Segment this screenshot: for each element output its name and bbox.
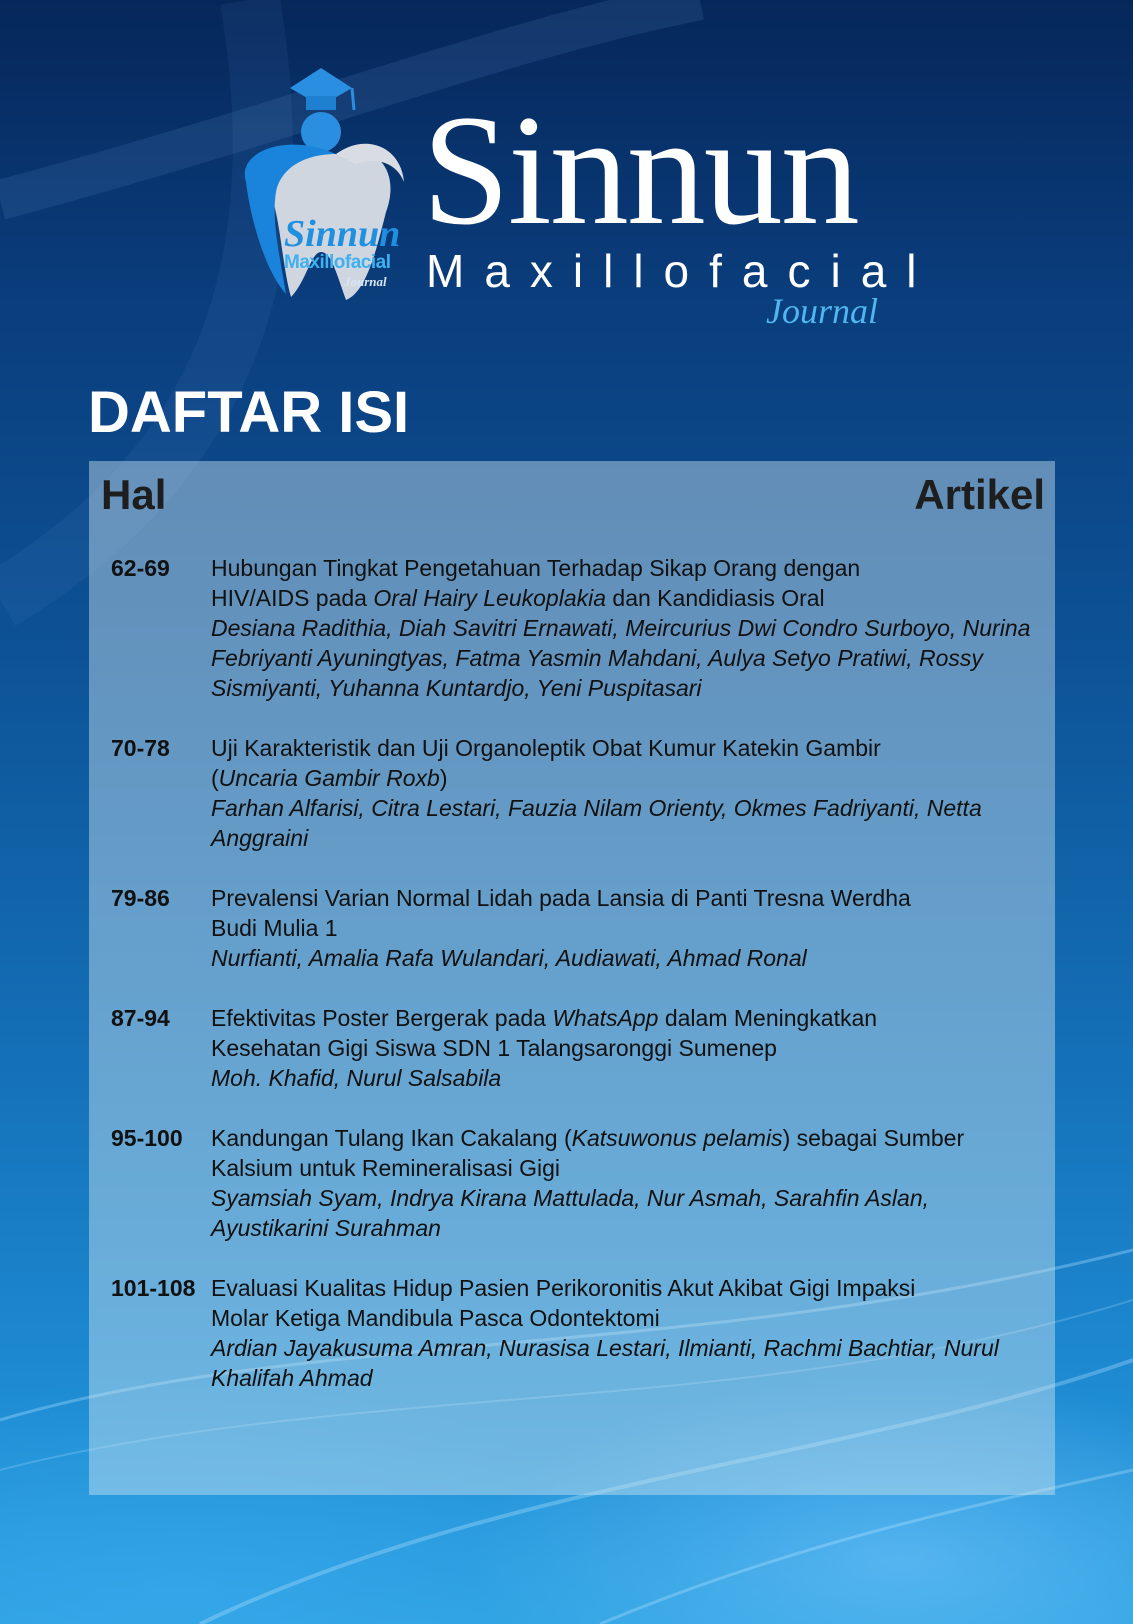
entry-title-segment: HIV/AIDS pada xyxy=(211,585,374,611)
entry-title-segment: WhatsApp xyxy=(552,1005,659,1031)
entry-authors: Syamsiah Syam, Indrya Kirana Mattulada, Nur Asmah, Sarahfin Aslan, Ayustikarini Surahman xyxy=(211,1185,930,1241)
entry-title xyxy=(211,1273,1031,1333)
entry-title xyxy=(211,883,1031,943)
entry-pages: 62-69 xyxy=(111,555,170,581)
column-header-pages: Hal xyxy=(101,471,167,518)
entry-authors: Ardian Jayakusuma Amran, Nurasisa Lestari, Ilmianti, Rachmi Bachtiar, Nurul Khalifah Ahmad xyxy=(211,1335,999,1391)
toc-entry xyxy=(89,553,1055,703)
entry-title-segment: Uji Karakteristik dan Uji Organoleptik Obat Kumur Katekin Gambir xyxy=(211,735,881,761)
contents-panel xyxy=(89,461,1055,1495)
entry-title-segment: Budi Mulia 1 xyxy=(211,915,338,941)
entry-authors: Desiana Radithia, Diah Savitri Ernawati, Meircurius Dwi Condro Surboyo, Nurina Febriyanti Ayuningtyas, Fatma Yasmin Mahdani, Aulya Setyo Pratiwi, Rossy Sismiyanti, Yuhanna Kuntardjo, Yeni Puspitasari xyxy=(211,615,1031,701)
entry-title-segment: dan Kandidiasis Oral xyxy=(606,585,825,611)
journal-logo xyxy=(226,62,937,332)
toc-entry xyxy=(89,733,1055,853)
entry-pages: 79-86 xyxy=(111,885,170,911)
entry-title-segment: Kalsium untuk Remineralisasi Gigi xyxy=(211,1155,560,1181)
entry-title-segment: Kesehatan Gigi Siswa SDN 1 Talangsaronggi Sumenep xyxy=(211,1035,777,1061)
entry-title-segment: ) xyxy=(439,765,448,791)
entry-title xyxy=(211,553,1031,613)
entry-text xyxy=(211,1003,1031,1093)
entry-title-segment: Molar Ketiga Mandibula Pasca Odontektomi xyxy=(211,1305,660,1331)
logo-title: Sinnun xyxy=(422,83,858,258)
toc-entry xyxy=(89,1123,1055,1243)
entry-title-segment: Katsuwonus pelamis xyxy=(571,1125,783,1151)
entry-title-segment: Efektivitas Poster Bergerak pada xyxy=(211,1005,553,1031)
entry-title-segment: ( xyxy=(211,765,219,791)
entry-pages: 95-100 xyxy=(111,1125,183,1151)
entry-title xyxy=(211,1003,1031,1063)
entry-title-segment: ) sebagai Sumber xyxy=(782,1125,965,1151)
entry-title-segment: Evaluasi Kualitas Hidup Pasien Perikoronitis Akut Akibat Gigi Impaksi xyxy=(211,1275,916,1301)
entry-title-segment: dalam Meningkatkan xyxy=(658,1005,878,1031)
entry-title-segment: Uncaria Gambir Roxb xyxy=(218,765,440,791)
logo-mark-word: Sinnun xyxy=(284,213,401,255)
entry-authors: Farhan Alfarisi, Citra Lestari, Fauzia Nilam Orienty, Okmes Fadriyanti, Netta Anggraini xyxy=(211,795,982,851)
entry-pages: 87-94 xyxy=(111,1005,170,1031)
toc-entry xyxy=(89,883,1055,973)
entry-title-segment: Oral Hairy Leukoplakia xyxy=(373,585,607,611)
entry-text xyxy=(211,883,1031,973)
tooth-graduate-logo-icon xyxy=(226,62,416,312)
entry-text xyxy=(211,1123,1031,1243)
contents-list xyxy=(89,553,1055,1423)
column-header-article: Artikel xyxy=(914,471,1045,518)
entry-authors: Moh. Khafid, Nurul Salsabila xyxy=(211,1065,502,1091)
entry-pages: 101-108 xyxy=(111,1275,196,1301)
logo-subtitle: Maxillofacial xyxy=(426,245,937,297)
entry-title-segment: Hubungan Tingkat Pengetahuan Terhadap Sikap Orang dengan xyxy=(211,555,861,581)
entry-pages: 70-78 xyxy=(111,735,170,761)
page-title: DAFTAR ISI xyxy=(88,380,410,445)
logo-mark-journal: Journal xyxy=(344,274,387,289)
entry-title-segment: Prevalensi Varian Normal Lidah pada Lansia di Panti Tresna Werdha xyxy=(211,885,911,911)
logo-mark-sub: Maxillofacial xyxy=(284,252,391,273)
entry-authors: Nurfianti, Amalia Rafa Wulandari, Audiawati, Ahmad Ronal xyxy=(211,945,807,971)
entry-text xyxy=(211,1273,1031,1393)
entry-title xyxy=(211,1123,1031,1183)
entry-text xyxy=(211,553,1031,703)
entry-title-segment: Kandungan Tulang Ikan Cakalang ( xyxy=(211,1125,572,1151)
entry-title xyxy=(211,733,1031,793)
toc-entry xyxy=(89,1003,1055,1093)
entry-text xyxy=(211,733,1031,853)
toc-entry xyxy=(89,1273,1055,1393)
logo-journal-word: Journal xyxy=(766,291,878,331)
